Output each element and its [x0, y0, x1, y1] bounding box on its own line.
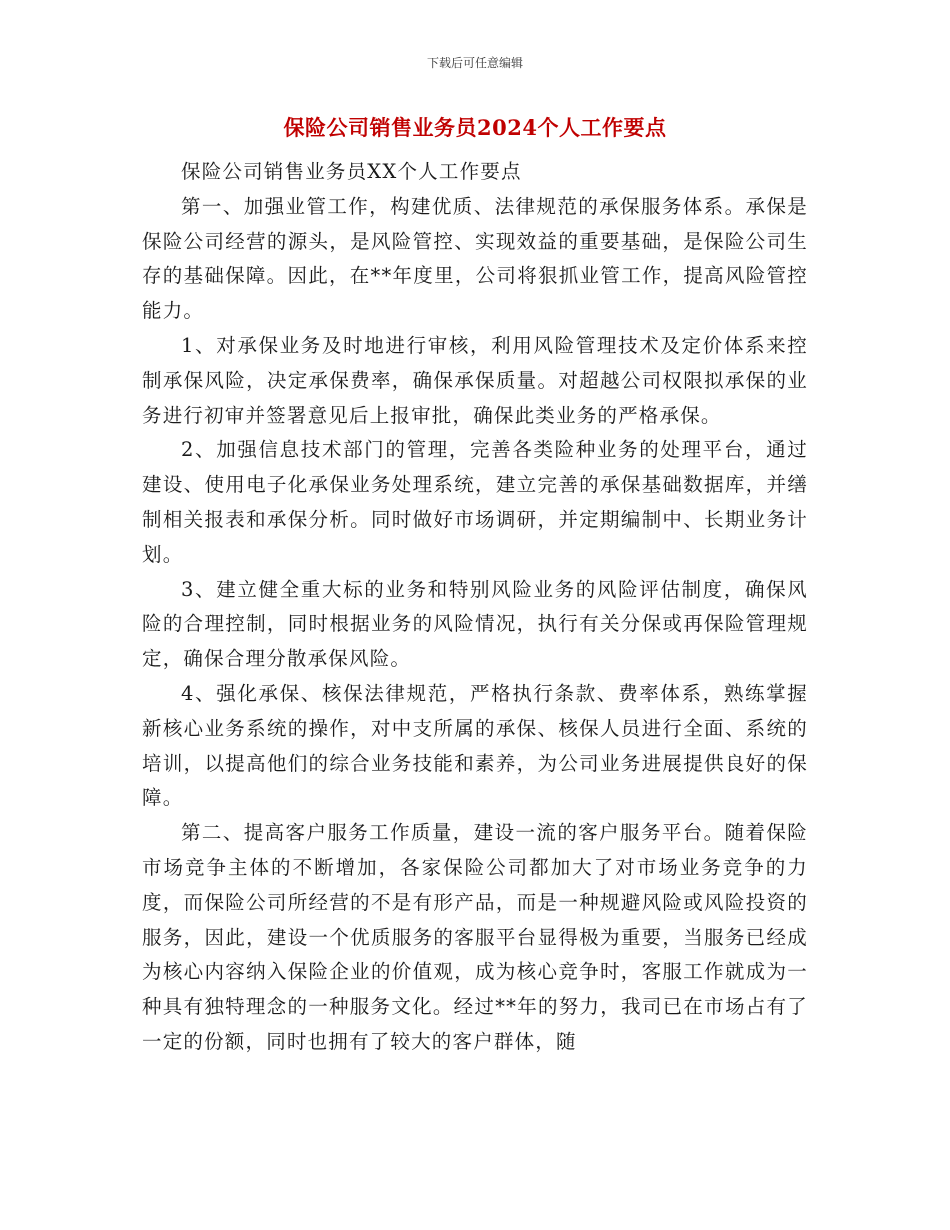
paragraph-section-2: 第二、提高客户服务工作质量，建设一流的客户服务平台。随着保险市场竞争主体的不断增加，各家保险公司都加大了对市场业务竞争的力度，而保险公司所经营的不是有形产品，而是一种规避风险或风险投资的服务，因此，建设一个优质服务的客服平台显得极为重要，当服务已经成为核心内容纳入保险企业的价值观，成为核心竞争时，客服工作就成为一种具有独特理念的一种服务文化。经过**年的努力，我司已在市场占有了一定的份额，同时也拥有了较大的客户群体，随	[142, 821, 808, 1053]
header-note: 下载后可任意编辑	[426, 56, 523, 70]
paragraph-item-4: 4、强化承保、核保法律规范，严格执行条款、费率体系，熟练掌握新核心业务系统的操作，对中支所属的承保、核保人员进行全面、系统的培训，以提高他们的综合业务技能和素养，为公司业务进展提供良好的保障。	[142, 681, 808, 810]
paragraph-item-1: 1、对承保业务及时地进行审核，利用风险管理技术及定价体系来控制承保风险，决定承保费率，确保承保质量。对超越公司权限拟承保的业务进行初审并签署意见后上报审批，确保此类业务的严格承保。	[142, 333, 808, 427]
paragraph-item-2: 2、加强信息技术部门的管理，完善各类险种业务的处理平台，通过建设、使用电子化承保业务处理系统，建立完善的承保基础数据库，并缮制相关报表和承保分析。同时做好市场调研，并定期编制中、长期业务计划。	[142, 438, 808, 566]
document-body	[142, 155, 808, 1060]
document-title: 保险公司销售业务员2024个人工作要点	[283, 115, 667, 140]
paragraph-subtitle: 保险公司销售业务员XX个人工作要点	[181, 160, 522, 183]
paragraph-section-1: 第一、加强业管工作，构建优质、法律规范的承保服务体系。承保是保险公司经营的源头，是风险管控、实现效益的重要基础，是保险公司生存的基础保障。因此，在**年度里，公司将狠抓业管工作，提高风险管控能力。	[142, 194, 808, 323]
paragraph-item-3: 3、建立健全重大标的业务和特别风险业务的风险评估制度，确保风险的合理控制，同时根据业务的风险情况，执行有关分保或再保险管理规定，确保合理分散承保风险。	[142, 577, 808, 671]
